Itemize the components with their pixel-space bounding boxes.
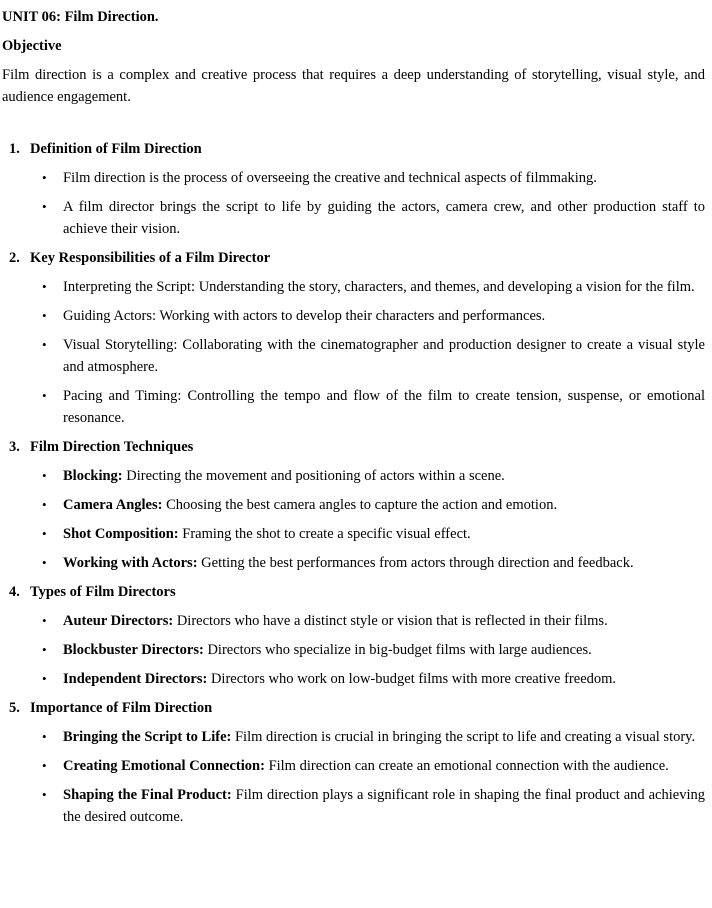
bullet-text: Pacing and Timing: Controlling the tempo and flow of the film to create tension, suspense, or emotional resonance. <box>63 388 705 426</box>
bullet-text: Directors who specialize in big-budget films with large audiences. <box>203 642 592 658</box>
bullet-label: Shot Composition: <box>63 526 179 542</box>
bullet-label: Auteur Directors: <box>63 613 174 629</box>
list-item <box>2 276 705 298</box>
section-title: Importance of Film Direction <box>30 700 213 716</box>
section-number: 5. <box>9 700 20 716</box>
bullet-icon: • <box>42 337 47 352</box>
section-heading-4 <box>2 581 705 603</box>
bullet-text-block <box>63 196 705 240</box>
list-item <box>2 305 705 327</box>
bullet-icon: • <box>42 671 47 686</box>
intro-paragraph: Film direction is a complex and creative process that requires a deep understanding of storytelling, visual style, and audience engagement. <box>2 67 705 105</box>
bullet-icon: • <box>42 758 47 773</box>
bullet-text: Film direction plays a significant role in shaping the final product and achieving the desired outcome. <box>63 787 705 825</box>
section-number: 2. <box>9 250 20 266</box>
list-item <box>2 167 705 189</box>
list-item <box>2 784 705 828</box>
bullet-icon: • <box>42 613 47 628</box>
list-item <box>2 755 705 777</box>
section-number: 3. <box>9 439 20 455</box>
section-title: Definition of Film Direction <box>30 141 202 157</box>
bullet-text: Framing the shot to create a specific visual effect. <box>178 526 471 542</box>
list-item <box>2 639 705 661</box>
section-title: Types of Film Directors <box>30 584 176 600</box>
bullet-text-block <box>63 755 705 777</box>
bullet-text-block <box>63 494 705 516</box>
bullet-text: Getting the best performances from actors through direction and feedback. <box>197 555 634 571</box>
bullet-text-block <box>63 305 705 327</box>
bullet-text-block <box>63 385 705 429</box>
bullet-text: Visual Storytelling: Collaborating with the cinematographer and production designer to create a visual style and atmosphere. <box>63 337 705 375</box>
bullet-icon: • <box>42 526 47 541</box>
bullet-text-block <box>63 167 705 189</box>
list-item <box>2 334 705 378</box>
bullet-icon: • <box>42 787 47 802</box>
bullet-icon: • <box>42 642 47 657</box>
bullet-text: Directors who work on low-budget films with more creative freedom. <box>207 671 617 687</box>
bullet-icon: • <box>42 388 47 403</box>
bullet-text-block <box>63 726 705 748</box>
bullet-label: Blockbuster Directors: <box>63 642 204 658</box>
bullet-icon: • <box>42 468 47 483</box>
bullet-icon: • <box>42 555 47 570</box>
list-item <box>2 523 705 545</box>
document-title: UNIT 06: Film Direction. <box>2 9 159 25</box>
list-item <box>2 668 705 690</box>
bullet-label: Creating Emotional Connection: <box>63 758 265 774</box>
bullet-text-block <box>63 465 705 487</box>
bullet-text: Choosing the best camera angles to capture the action and emotion. <box>162 497 558 513</box>
bullet-label: Shaping the Final Product: <box>63 787 232 803</box>
objective-heading: Objective <box>2 38 62 54</box>
list-item <box>2 610 705 632</box>
bullet-text-block <box>63 552 705 574</box>
bullet-icon: • <box>42 497 47 512</box>
bullet-text-block <box>63 276 705 298</box>
bullet-text: Guiding Actors: Working with actors to develop their characters and performances. <box>63 308 546 324</box>
bullet-text-block <box>63 334 705 378</box>
bullet-text: Film direction can create an emotional connection with the audience. <box>264 758 669 774</box>
section-heading-3 <box>2 436 705 458</box>
bullet-icon: • <box>42 729 47 744</box>
section-title: Film Direction Techniques <box>30 439 194 455</box>
bullet-text-block <box>63 668 705 690</box>
bullet-label: Working with Actors: <box>63 555 198 571</box>
bullet-icon: • <box>42 279 47 294</box>
bullet-text-block <box>63 610 705 632</box>
section-number: 1. <box>9 141 20 157</box>
section-title: Key Responsibilities of a Film Director <box>30 250 271 266</box>
blank-line <box>2 115 705 138</box>
section-heading-2 <box>2 247 705 269</box>
list-item <box>2 494 705 516</box>
list-item <box>2 196 705 240</box>
bullet-icon: • <box>42 199 47 214</box>
bullet-text: Directing the movement and positioning of actors within a scene. <box>122 468 505 484</box>
bullet-icon: • <box>42 170 47 185</box>
list-item <box>2 465 705 487</box>
bullet-label: Bringing the Script to Life: <box>63 729 232 745</box>
section-heading-5 <box>2 697 705 719</box>
list-item <box>2 385 705 429</box>
bullet-text: A film director brings the script to life by guiding the actors, camera crew, and other production staff to achieve their vision. <box>63 199 705 237</box>
bullet-text: Directors who have a distinct style or vision that is reflected in their films. <box>173 613 608 629</box>
bullet-text: Film direction is crucial in bringing the script to life and creating a visual story. <box>231 729 696 745</box>
section-number: 4. <box>9 584 20 600</box>
list-item <box>2 552 705 574</box>
bullet-text: Film direction is the process of overseeing the creative and technical aspects of filmmaking. <box>63 170 597 186</box>
bullet-label: Independent Directors: <box>63 671 208 687</box>
bullet-label: Blocking: <box>63 468 123 484</box>
section-heading-1 <box>2 138 705 160</box>
bullet-text: Interpreting the Script: Understanding the story, characters, and themes, and developing a vision for the film. <box>63 279 695 295</box>
bullet-icon: • <box>42 308 47 323</box>
bullet-label: Camera Angles: <box>63 497 163 513</box>
bullet-text-block <box>63 639 705 661</box>
list-item <box>2 726 705 748</box>
bullet-text-block <box>63 784 705 828</box>
bullet-text-block <box>63 523 705 545</box>
